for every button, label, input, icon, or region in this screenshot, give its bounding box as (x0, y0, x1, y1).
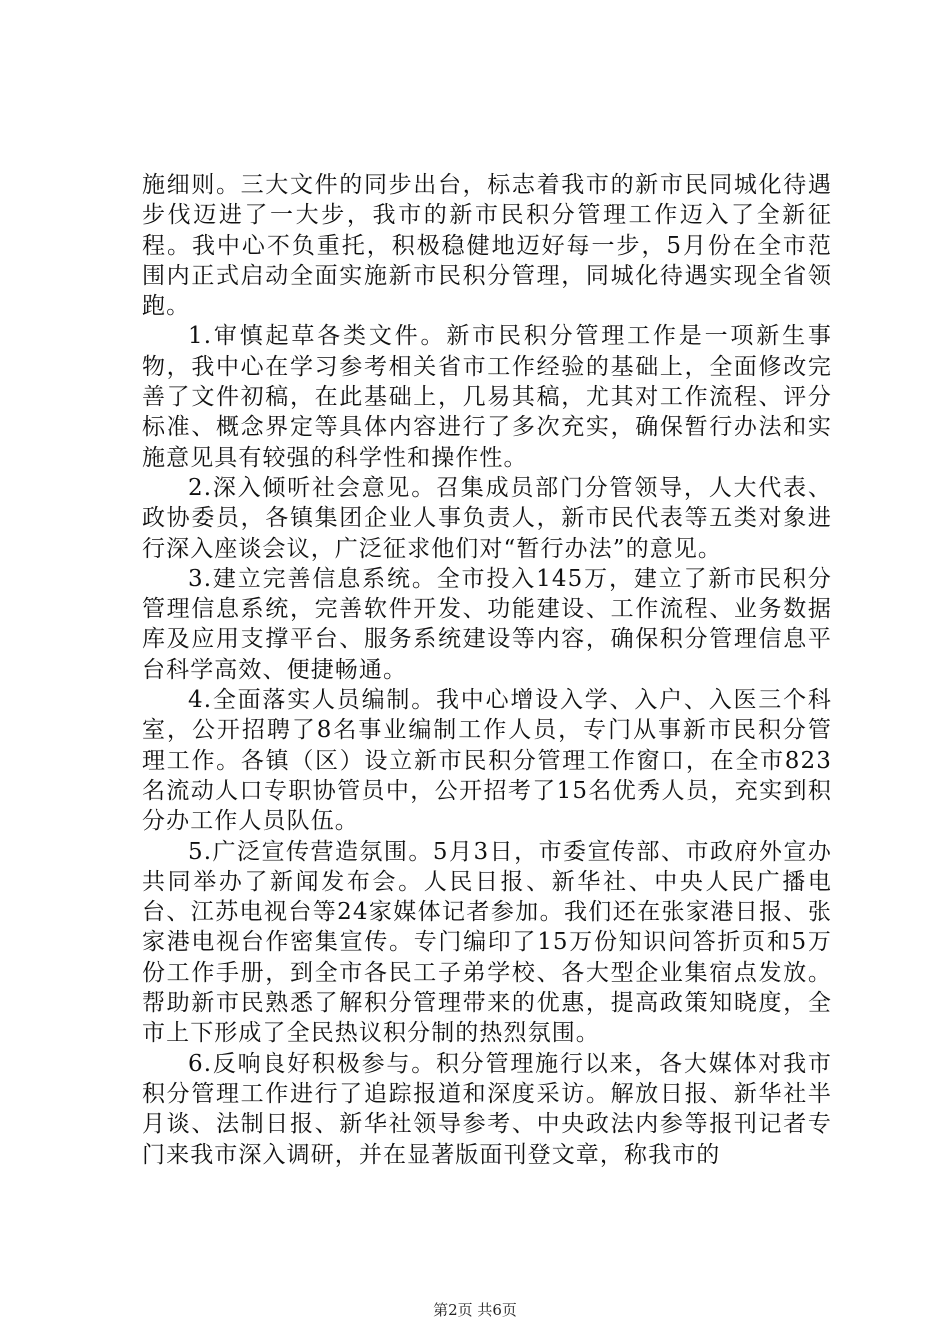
paragraph-item-5: 5.广泛宣传营造氛围。5月3日，市委宣传部、市政府外宣办共同举办了新闻发布会。人民日报、新华社、中央人民广播电台、江苏电视台等24家媒体记者参加。我们还在张家港日报、张家港电视台作密集宣传。专门编印了15万份知识问答折页和5万份工作手册，到全市各民工子弟学校、各大型企业集宿点发放。帮助新市民熟悉了解积分管理带来的优惠，提高政策知晓度，全市上下形成了全民热议积分制的热烈氛围。 (142, 838, 832, 1047)
paragraph-item-6: 6.反响良好积极参与。积分管理施行以来，各大媒体对我市积分管理工作进行了追踪报道和深度采访。解放日报、新华社半月谈、法制日报、新华社领导参考、中央政法内参等报刊记者专门来我市深入调研，并在显著版面刊登文章，称我市的 (142, 1050, 832, 1168)
paragraph-item-1: 1.审慎起草各类文件。新市民积分管理工作是一项新生事物，我中心在学习参考相关省市工作经验的基础上，全面修改完善了文件初稿，在此基础上，几易其稿，尤其对工作流程、评分标准、概念界定等具体内容进行了多次充实，确保暂行办法和实施意见具有较强的科学性和操作性。 (142, 323, 832, 471)
body-text (142, 170, 832, 1170)
page-number: 第2页 共6页 (433, 1301, 517, 1319)
paragraph-item-3: 3.建立完善信息系统。全市投入145万，建立了新市民积分管理信息系统，完善软件开发、功能建设、工作流程、业务数据库及应用支撑平台、服务系统建设等内容，确保积分管理信息平台科学高效、便捷畅通。 (142, 565, 832, 683)
paragraph-item-2: 2.深入倾听社会意见。召集成员部门分管领导，人大代表、政协委员，各镇集团企业人事负责人，新市民代表等五类对象进行深入座谈会议，广泛征求他们对“暂行办法”的意见。 (142, 474, 832, 562)
paragraph-intro: 施细则。三大文件的同步出台，标志着我市的新市民同城化待遇步伐迈进了一大步，我市的新市民积分管理工作迈入了全新征程。我中心不负重托，积极稳健地迈好每一步，5月份在全市范围内正式启动全面实施新市民积分管理，同城化待遇实现全省领跑。 (142, 172, 832, 320)
page-footer (0, 1300, 950, 1320)
paragraph-item-4: 4.全面落实人员编制。我中心增设入学、入户、入医三个科室，公开招聘了8名事业编制工作人员，专门从事新市民积分管理工作。各镇（区）设立新市民积分管理工作窗口，在全市823名流动人口专职协管员中，公开招考了15名优秀人员，充实到积分办工作人员队伍。 (142, 687, 832, 835)
